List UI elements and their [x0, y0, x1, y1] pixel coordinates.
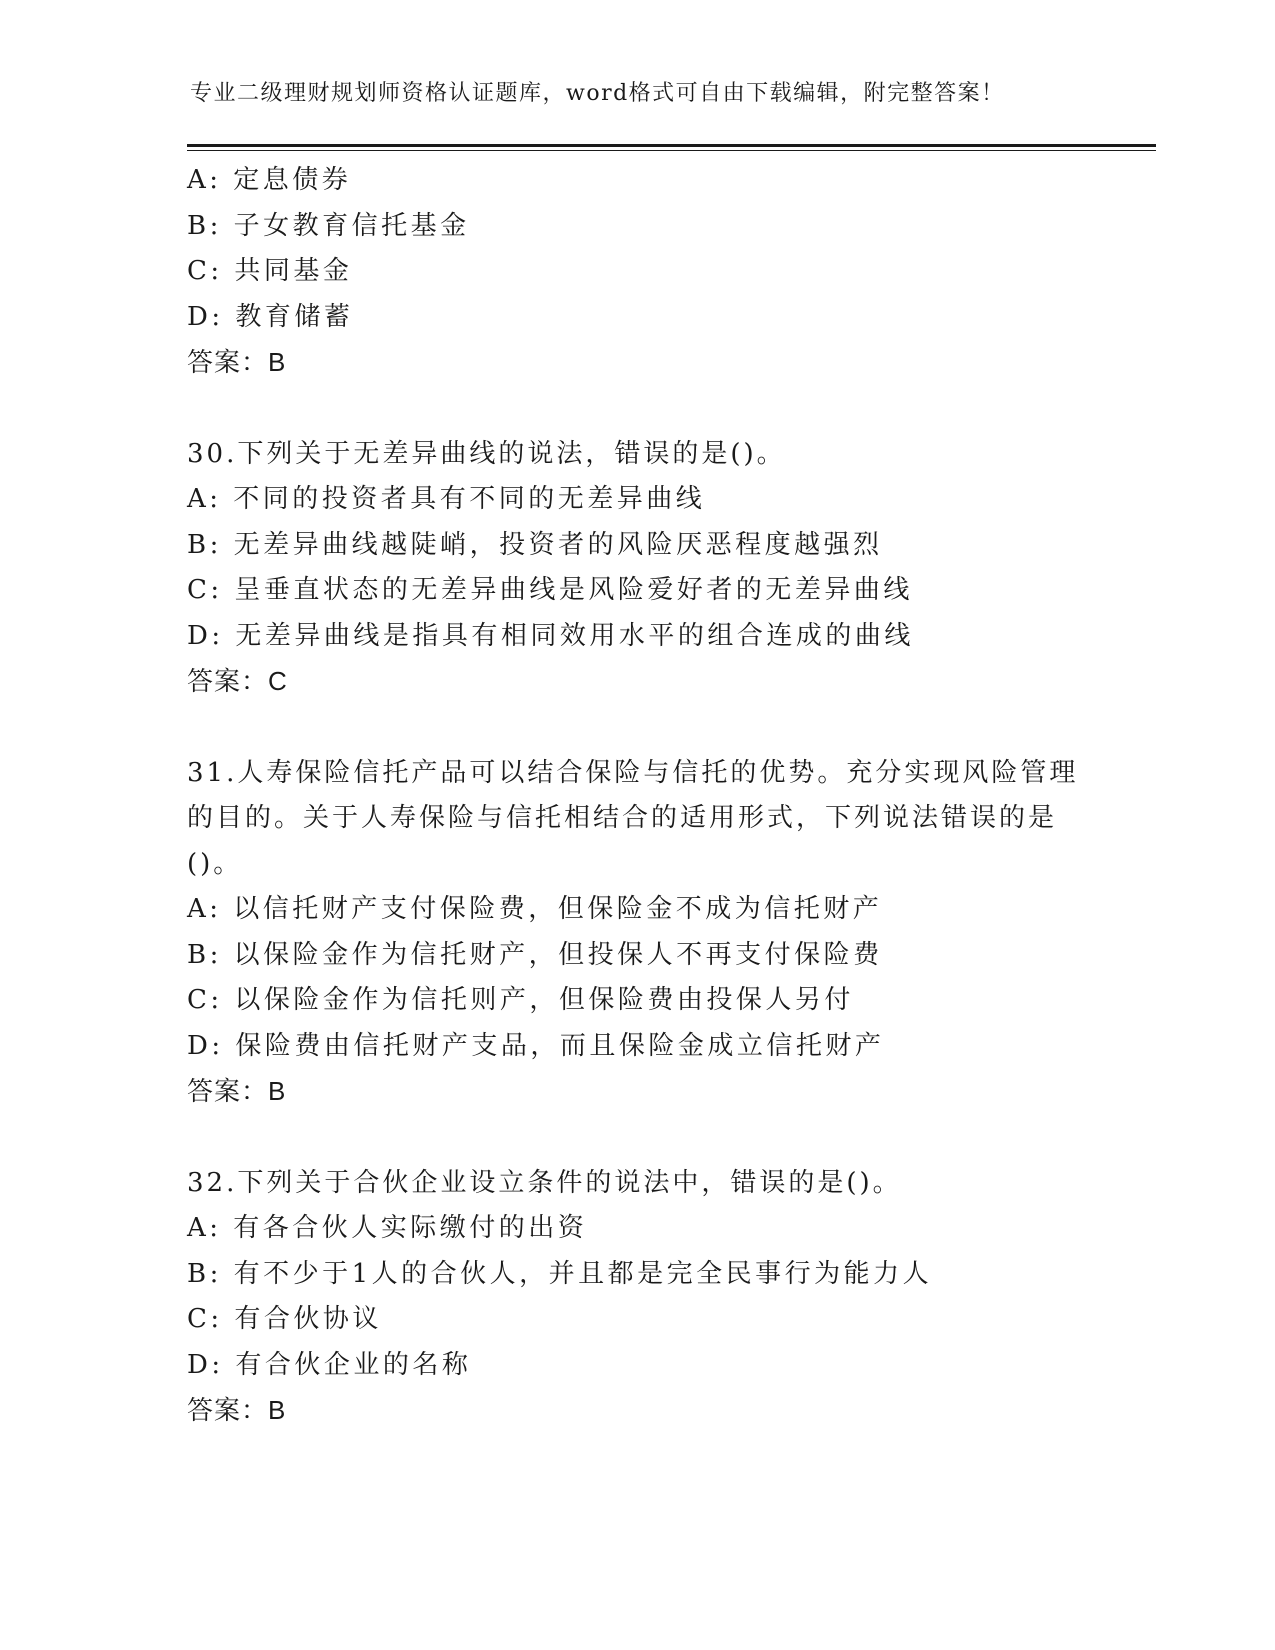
option-b: B: 无差异曲线越陡峭，投资者的风险厌恶程度越强烈 — [187, 529, 883, 560]
header-rule-thin — [187, 150, 1156, 151]
question-text: 32.下列关于合伙企业设立条件的说法中，错误的是()。 — [187, 1167, 902, 1198]
option-b: B: 子女教育信托基金 — [187, 210, 470, 241]
block-spacer — [187, 386, 1107, 432]
answer-line: 答案：C — [187, 666, 288, 696]
option-d: D: 保险费由信托财产支品，而且保险金成立信托财产 — [187, 1030, 885, 1061]
question-block-31 — [187, 751, 1107, 1115]
option-c: C: 共同基金 — [187, 256, 353, 286]
header-rule-thick — [187, 144, 1156, 147]
option-c: C: 呈垂直状态的无差异曲线是风险爱好者的无差异曲线 — [187, 575, 913, 605]
question-content — [187, 158, 1107, 1434]
option-d: D: 无差异曲线是指具有相同效用水平的组合连成的曲线 — [187, 620, 914, 651]
option-c: C: 以保险金作为信托则产，但保险费由投保人另付 — [187, 985, 854, 1015]
option-d: D: 有合伙企业的名称 — [187, 1349, 472, 1380]
option-d: D: 教育储蓄 — [187, 301, 354, 332]
option-c: C: 有合伙协议 — [187, 1304, 382, 1334]
question-block-32 — [187, 1161, 1107, 1434]
option-a: A: 不同的投资者具有不同的无差异曲线 — [187, 484, 706, 514]
question-text: 31.人寿保险信托产品可以结合保险与信托的优势。充分实现风险管理 — [187, 757, 1079, 788]
answer-line: 答案：B — [187, 1076, 287, 1106]
question-text: 的目的。关于人寿保险与信托相结合的适用形式，下列说法错误的是 — [187, 803, 1058, 833]
question-text: ()。 — [187, 848, 243, 879]
block-spacer — [187, 1115, 1107, 1161]
answer-line: 答案：B — [187, 347, 287, 377]
option-a: A: 以信托财产支付保险费，但保险金不成为信托财产 — [187, 894, 883, 924]
page-header: 专业二级理财规划师资格认证题库，word格式可自由下载编辑，附完整答案！ — [190, 81, 1005, 106]
question-block-30 — [187, 432, 1107, 705]
option-a: A: 定息债券 — [187, 165, 352, 195]
block-spacer — [187, 705, 1107, 751]
option-b: B: 有不少于1人的合伙人，并且都是完全民事行为能力人 — [187, 1258, 933, 1289]
option-a: A: 有各合伙人实际缴付的出资 — [187, 1213, 588, 1243]
answer-line: 答案：B — [187, 1395, 287, 1425]
question-block-29 — [187, 158, 1107, 386]
option-b: B: 以保险金作为信托财产，但投保人不再支付保险费 — [187, 939, 883, 970]
question-text: 30.下列关于无差异曲线的说法，错误的是()。 — [187, 438, 786, 469]
